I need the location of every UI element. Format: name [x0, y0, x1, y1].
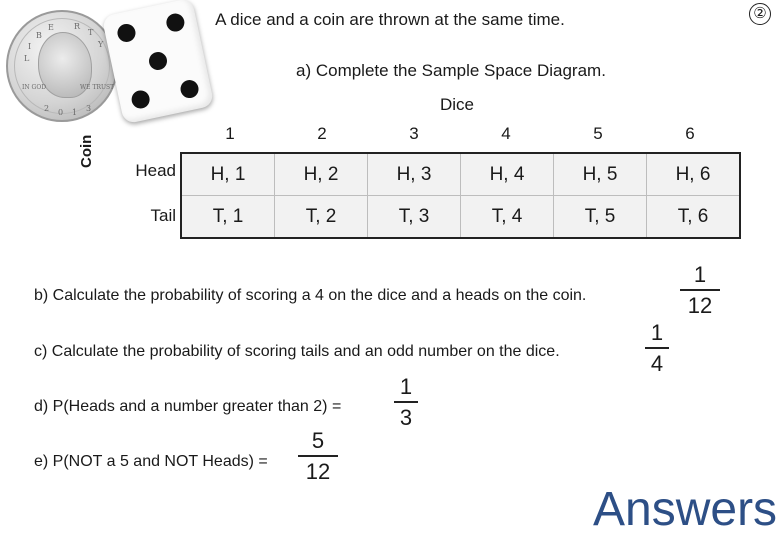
answers-heading: Answers — [593, 483, 778, 536]
column-header: 4 — [501, 124, 511, 143]
part-a-instruction: a) Complete the Sample Space Diagram. — [296, 61, 606, 80]
question-number-badge: ② — [749, 3, 771, 25]
dice-axis-label: Dice — [440, 95, 475, 114]
question-c-text: c) Calculate the probability of scoring tails and an odd number on the dice. — [34, 343, 560, 360]
answer-e-fraction — [298, 428, 338, 485]
answer-e-numerator: 5 — [311, 428, 325, 453]
coin-letter: T — [88, 28, 94, 37]
row-label-head: Head — [135, 161, 176, 180]
coin-year-digit: 2 — [44, 104, 50, 113]
answer-c-fraction — [645, 320, 669, 377]
answer-d-fraction — [394, 374, 418, 431]
die-pip — [179, 78, 200, 99]
table-cell[interactable]: H, 4 — [461, 153, 554, 196]
table-cell[interactable]: T, 1 — [181, 196, 275, 239]
column-header: 3 — [409, 124, 419, 143]
answer-b-denominator: 12 — [687, 293, 713, 319]
coin-motto: IN GOD — [22, 84, 47, 91]
answer-e-denominator: 12 — [305, 459, 331, 485]
column-header: 1 — [225, 124, 235, 143]
coin-year-digit: 0 — [58, 108, 64, 117]
coin-letter: Y — [98, 40, 104, 49]
answer-c-numerator: 1 — [650, 320, 664, 345]
table-cell[interactable]: H, 3 — [368, 153, 461, 196]
fraction-bar — [394, 401, 418, 403]
coin-year-digit: 3 — [86, 104, 92, 113]
coin-letter: B — [36, 31, 42, 40]
coin-letter: L — [24, 54, 30, 63]
answer-d-denominator: 3 — [399, 405, 413, 431]
table-row — [181, 153, 740, 196]
coin-year-digit: 1 — [72, 108, 78, 117]
coin-motto: WE TRUST — [80, 84, 115, 91]
table-cell[interactable]: T, 5 — [554, 196, 647, 239]
table-cell[interactable]: H, 5 — [554, 153, 647, 196]
column-header: 6 — [685, 124, 695, 143]
die-pip — [147, 50, 168, 71]
fraction-bar — [645, 347, 669, 349]
answer-d-numerator: 1 — [399, 374, 413, 399]
fraction-bar — [680, 289, 720, 291]
question-d-text: d) P(Heads and a number greater than 2) = — [34, 398, 342, 415]
table-cell[interactable]: H, 2 — [275, 153, 368, 196]
answer-b-fraction — [680, 262, 720, 319]
question-title: A dice and a coin are thrown at the same time. — [215, 10, 565, 29]
table-cell[interactable]: T, 3 — [368, 196, 461, 239]
table-cell[interactable]: T, 4 — [461, 196, 554, 239]
row-label-tail: Tail — [150, 206, 176, 225]
sample-space-table — [180, 152, 741, 239]
coin-axis-label: Coin — [78, 134, 95, 168]
answer-b-numerator: 1 — [693, 262, 707, 287]
table-row — [181, 196, 740, 239]
question-b-text: b) Calculate the probability of scoring a 4 on the dice and a heads on the coin. — [34, 287, 587, 304]
fraction-bar — [298, 455, 338, 457]
coin-letter: R — [74, 22, 81, 31]
column-header: 2 — [317, 124, 327, 143]
coin-letter: E — [48, 23, 54, 32]
table-cell[interactable]: T, 2 — [275, 196, 368, 239]
answer-c-denominator: 4 — [650, 351, 664, 377]
column-header: 5 — [593, 124, 603, 143]
coin-letter: I — [28, 42, 32, 51]
question-e-text: e) P(NOT a 5 and NOT Heads) = — [34, 453, 268, 470]
table-cell[interactable]: H, 6 — [647, 153, 741, 196]
table-cell[interactable]: H, 1 — [181, 153, 275, 196]
table-cell[interactable]: T, 6 — [647, 196, 741, 239]
die-pip — [130, 89, 151, 110]
